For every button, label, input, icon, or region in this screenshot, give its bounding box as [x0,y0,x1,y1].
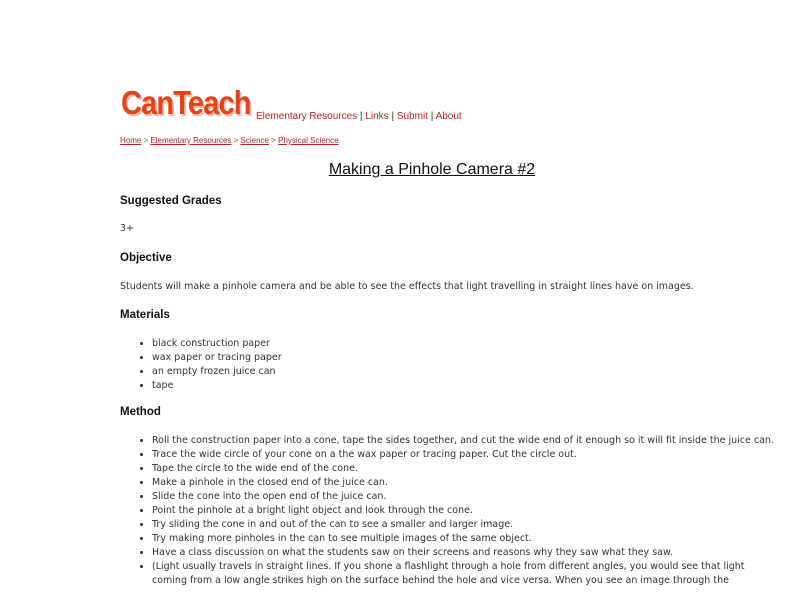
method-heading: Method [120,406,161,418]
breadcrumb-physical-science[interactable]: Physical Science [278,136,339,145]
breadcrumb-home[interactable]: Home [120,136,142,145]
breadcrumb-science[interactable]: Science [240,136,269,145]
list-item: • black construction paper [152,337,782,351]
list-item: • tape [152,379,782,393]
list-item: • (Light usually travels in straight lines. If you shone a flashlight through a hole from different angles, you would see that light coming from a low angle strikes high on the surface behind the hole and vice versa. When you see an image through the [152,560,782,588]
breadcrumb: Home > Elementary Resources > Science > Physical Science [120,136,339,145]
materials-heading: Materials [120,309,170,321]
method-list [120,434,782,588]
nav-submit[interactable]: Submit [396,111,428,122]
list-item: • Try sliding the cone in and out of the can to see a smaller and larger image. [152,518,782,532]
list-item: • an empty frozen juice can [152,365,782,379]
canteach-logo[interactable]: CanTeach [121,84,251,121]
nav-about[interactable]: About [435,111,462,122]
list-item: • Roll the construction paper into a cone, tape the sides together, and cut the wide end of it enough so it will fit inside the juice can. [152,434,782,448]
breadcrumb-elementary-resources[interactable]: Elementary Resources [150,136,232,145]
materials-list [120,337,782,393]
list-item: • Tape the circle to the wide end of the cone. [152,462,782,476]
top-nav: Elementary Resources | Links | Submit | About [256,111,462,122]
list-item: • Point the pinhole at a bright light object and look through the cone. [152,504,782,518]
grades-text: 3+ [120,223,135,234]
list-item: • Have a class discussion on what the students saw on their screens and reasons why they saw what they saw. [152,546,782,560]
list-item: • Slide the cone into the open end of the juice can. [152,490,782,504]
objective-heading: Objective [120,252,172,264]
list-item: • Try making more pinholes in the can to see multiple images of the same object. [152,532,782,546]
nav-elementary-resources[interactable]: Elementary Resources [256,111,358,122]
nav-links[interactable]: Links [365,111,389,122]
list-item: • Make a pinhole in the closed end of the juice can. [152,476,782,490]
grades-heading: Suggested Grades [120,195,222,207]
list-item: • Trace the wide circle of your cone on a the wax paper or tracing paper. Cut the circle out. [152,448,782,462]
list-item: • wax paper or tracing paper [152,351,782,365]
page-title: Making a Pinhole Camera #2 [328,161,536,178]
objective-text: Students will make a pinhole camera and be able to see the effects that light travelling in straight lines have on images. [120,281,694,292]
